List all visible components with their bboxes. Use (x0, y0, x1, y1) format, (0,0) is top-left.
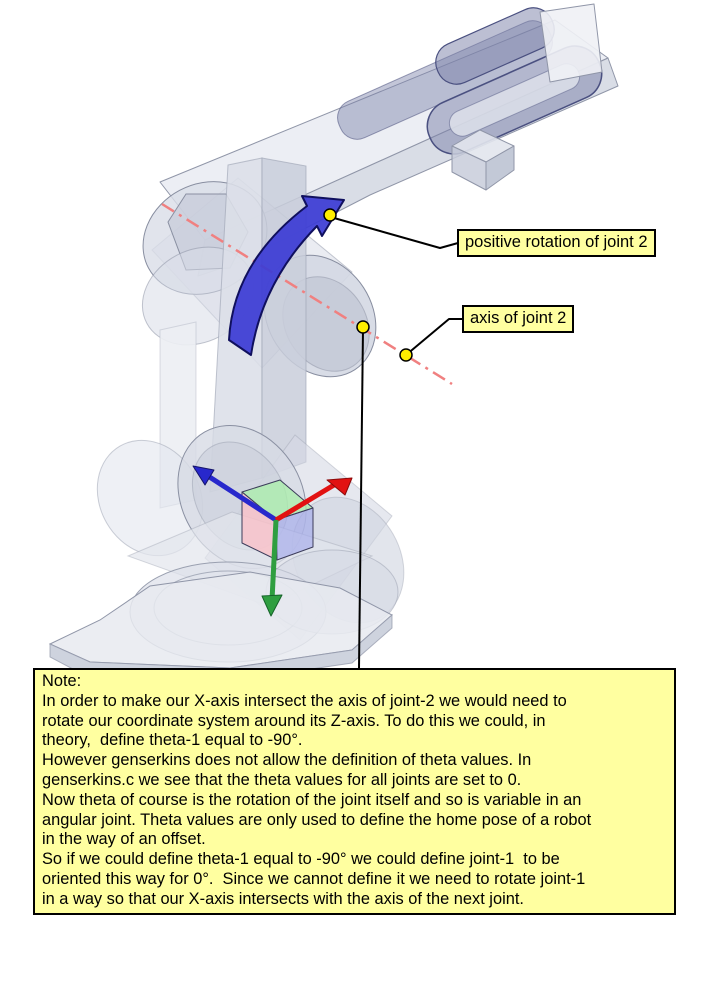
note-box (33, 668, 676, 915)
base-joint1-assembly (50, 402, 426, 681)
marker-dot-axis-far (400, 349, 412, 361)
note-title: Note: (42, 672, 82, 690)
callout-axis-of-joint-2: axis of joint 2 (462, 305, 574, 333)
note-text-line: In order to make our X-axis intersect the axis of joint-2 we would need to (42, 691, 567, 710)
note-text-line: theory, define theta-1 equal to -90°. (42, 731, 303, 750)
note-text-line: So if we could define theta-1 equal to -90° we could define joint-1 to be (42, 850, 560, 869)
column-right-face (262, 158, 306, 478)
note-text-line: rotate our coordinate system around its Z-axis. To do this we could, in (42, 711, 546, 730)
leader-line-axis (406, 319, 464, 355)
note-text-line: Now theta of course is the rotation of the joint itself and so is variable in an (42, 790, 582, 809)
callout-positive-rotation: positive rotation of joint 2 (457, 229, 656, 257)
marker-dot-rotation (324, 209, 336, 221)
note-text-line: However genserkins does not allow the definition of theta values. In (42, 751, 532, 770)
note-text-line: angular joint. Theta values are only used to define the home pose of a robot (42, 810, 592, 829)
leader-line-positive-rotation (334, 218, 458, 248)
note-text-line: in the way of an offset. (42, 830, 206, 849)
marker-dot-axis-near (357, 321, 369, 333)
note-text-line: oriented this way for 0°. Since we cannot define it we need to rotate joint-1 (42, 869, 586, 888)
note-text-line: in a way so that our X-axis intersects with the axis of the next joint. (42, 889, 524, 908)
wrist-end-cap (540, 4, 602, 82)
note-text-line: genserkins.c we see that the theta values for all joints are set to 0. (42, 770, 522, 789)
